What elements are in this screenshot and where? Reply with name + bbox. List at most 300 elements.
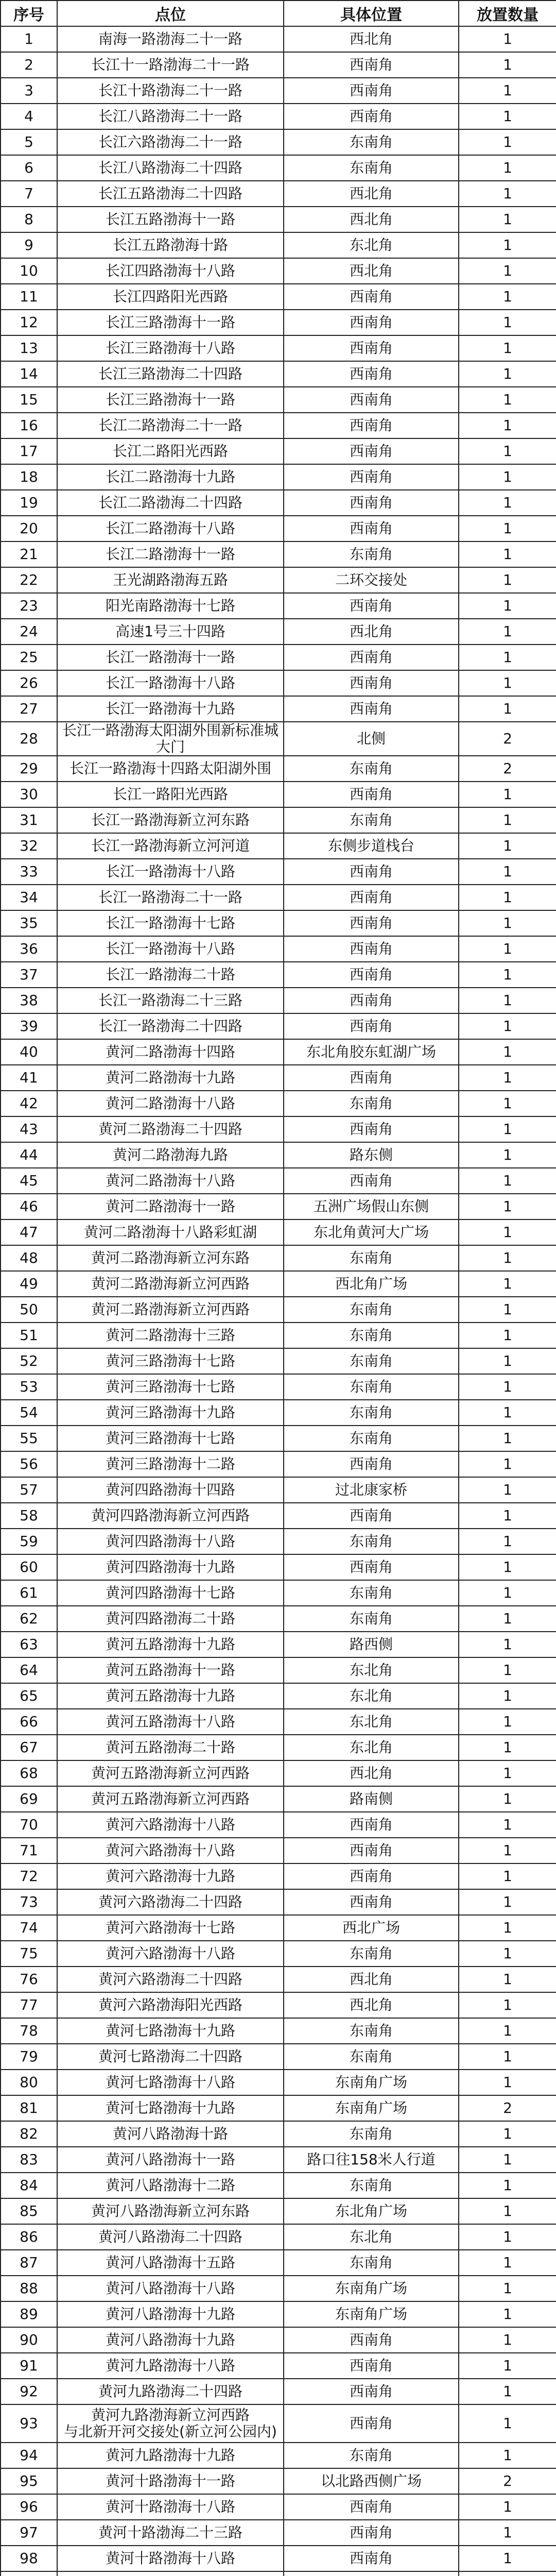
cell-location: 黄河四路渤海十七路 [57, 1580, 284, 1606]
cell-count: 1 [459, 1219, 556, 1245]
cell-count: 1 [459, 807, 556, 833]
table-row [1, 988, 556, 1013]
cell-count: 1 [459, 645, 556, 670]
cell-location: 黄河八路渤海十五路 [57, 2250, 284, 2276]
cell-location: 长江二路渤海十一路 [57, 541, 284, 567]
cell-location: 长江一路阳光西路 [57, 782, 284, 807]
table-row [1, 1451, 556, 1477]
table-row [1, 310, 556, 335]
cell-count: 1 [459, 1760, 556, 1786]
table-body [1, 26, 556, 2576]
table-row [1, 155, 556, 181]
cell-no: 70 [1, 1812, 57, 1838]
table-row [1, 1838, 556, 1863]
cell-location: 长江二路阳光西路 [57, 438, 284, 464]
cell-no: 55 [1, 1426, 57, 1451]
cell-count: 1 [459, 335, 556, 361]
cell-position: 东南角广场 [284, 2095, 459, 2121]
cell-no: 59 [1, 1529, 57, 1554]
table-row [1, 2494, 556, 2520]
cell-position: 西南角 [284, 1451, 459, 1477]
cell-count: 1 [459, 490, 556, 516]
cell-position: 东南角 [284, 2044, 459, 2070]
cell-no: 85 [1, 2198, 57, 2224]
cell-no [1, 2571, 57, 2576]
cell-no: 27 [1, 696, 57, 722]
cell-position: 西南角 [284, 1554, 459, 1580]
cell-no: 14 [1, 361, 57, 387]
cell-location: 长江十路渤海二十一路 [57, 78, 284, 104]
cell-count: 1 [459, 2404, 556, 2443]
cell-location: 黄河五路渤海新立河西路 [57, 1786, 284, 1812]
table-row [1, 1554, 556, 1580]
cell-position: 西南角 [284, 2546, 459, 2571]
cell-location: 长江五路渤海十路 [57, 232, 284, 258]
table-row [1, 833, 556, 859]
cell-position: 西北角 [284, 1992, 459, 2018]
cell-count: 1 [459, 1065, 556, 1091]
cell-count: 1 [459, 284, 556, 310]
cell-no: 31 [1, 807, 57, 833]
cell-no: 89 [1, 2301, 57, 2327]
table-row [1, 1606, 556, 1632]
cell-position: 东南角 [284, 1400, 459, 1426]
cell-position: 西南角 [284, 387, 459, 413]
cell-count: 1 [459, 387, 556, 413]
cell-count: 1 [459, 567, 556, 593]
cell-location: 黄河五路渤海十九路 [57, 1683, 284, 1709]
cell-location: 黄河二路渤海十八路 [57, 1168, 284, 1194]
cell-position: 东南角 [284, 1529, 459, 1554]
cell-no: 20 [1, 516, 57, 541]
table-row [1, 52, 556, 78]
cell-location: 黄河四路渤海十四路 [57, 1477, 284, 1503]
cell-count: 1 [459, 1941, 556, 1967]
cell-location: 黄河三路渤海十九路 [57, 1400, 284, 1426]
cell-position: 西南角 [284, 2327, 459, 2353]
cell-no: 26 [1, 670, 57, 696]
cell-no: 95 [1, 2468, 57, 2494]
cell-no: 29 [1, 756, 57, 782]
cell-position: 东南角 [284, 1580, 459, 1606]
cell-no: 76 [1, 1967, 57, 1992]
table-row [1, 78, 556, 104]
table-row [1, 1735, 556, 1760]
cell-count: 1 [459, 833, 556, 859]
cell-position: 西南角 [284, 361, 459, 387]
cell-no: 81 [1, 2095, 57, 2121]
cell-position: 五洲广场假山东侧 [284, 1194, 459, 1219]
cell-count: 1 [459, 696, 556, 722]
table-row [1, 859, 556, 885]
cell-no: 38 [1, 988, 57, 1013]
cell-count: 1 [459, 1709, 556, 1735]
cell-location: 黄河十路渤海十八路 [57, 2546, 284, 2571]
cell-count: 1 [459, 1554, 556, 1580]
cell-position: 西南角 [284, 1116, 459, 1142]
cell-position: 西南角 [284, 52, 459, 78]
cell-no: 53 [1, 1374, 57, 1400]
cell-position: 东南角 [284, 1323, 459, 1348]
cell-count: 1 [459, 619, 556, 645]
cell-no: 46 [1, 1194, 57, 1219]
cell-location: 黄河七路渤海十九路 [57, 2095, 284, 2121]
table-row [1, 962, 556, 988]
table-row [1, 1039, 556, 1065]
cell-position: 西南角 [284, 885, 459, 910]
cell-no: 42 [1, 1091, 57, 1116]
table-row [1, 1142, 556, 1168]
cell-location: 长江一路渤海新立河河道 [57, 833, 284, 859]
cell-count: 1 [459, 1245, 556, 1271]
table-row [1, 129, 556, 155]
cell-no: 33 [1, 859, 57, 885]
cell-position: 西南角 [284, 78, 459, 104]
cell-location: 长江四路阳光西路 [57, 284, 284, 310]
cell-location: 黄河二路渤海十四路 [57, 1039, 284, 1065]
cell-position: 东南角 [284, 1941, 459, 1967]
cell-position: 东侧步道栈台 [284, 833, 459, 859]
cell-count: 1 [459, 438, 556, 464]
cell-location: 黄河二路渤海新立河东路 [57, 1245, 284, 1271]
cell-count: 1 [459, 910, 556, 936]
cell-position: 西南角 [284, 438, 459, 464]
table-row [1, 567, 556, 593]
cell-position: 西南角 [284, 413, 459, 438]
cell-position: 西南角 [284, 1812, 459, 1838]
cell-no: 97 [1, 2520, 57, 2546]
cell-count: 1 [459, 155, 556, 181]
cell-location: 黄河五路渤海十一路 [57, 1657, 284, 1683]
cell-no: 30 [1, 782, 57, 807]
cell-location: 王光湖路渤海五路 [57, 567, 284, 593]
cell-position: 西南角 [284, 310, 459, 335]
cell-count: 1 [459, 2494, 556, 2520]
cell-location: 黄河八路渤海新立河东路 [57, 2198, 284, 2224]
cell-count: 1 [459, 1426, 556, 1451]
cell-position: 东南角 [284, 1426, 459, 1451]
cell-count: 1 [459, 1580, 556, 1606]
cell-count: 1 [459, 1786, 556, 1812]
cell-location: 黄河六路渤海十八路 [57, 1941, 284, 1967]
cell-no: 64 [1, 1657, 57, 1683]
cell-count: 1 [459, 1297, 556, 1323]
cell-no: 88 [1, 2276, 57, 2301]
cell-count: 1 [459, 129, 556, 155]
cell-location: 黄河六路渤海十七路 [57, 1915, 284, 1941]
cell-location: 黄河九路渤海十九路 [57, 2443, 284, 2468]
cell-location: 长江四路渤海十八路 [57, 258, 284, 284]
table-row [1, 2571, 556, 2576]
cell-no: 8 [1, 207, 57, 232]
table-row [1, 1168, 556, 1194]
cell-position: 东南角 [284, 155, 459, 181]
cell-position: 东北角广场 [284, 2198, 459, 2224]
cell-no: 15 [1, 387, 57, 413]
cell-position: 东北角 [284, 2224, 459, 2250]
cell-no: 7 [1, 181, 57, 207]
cell-no: 98 [1, 2546, 57, 2571]
cell-no: 18 [1, 464, 57, 490]
cell-no: 34 [1, 885, 57, 910]
cell-count: 1 [459, 104, 556, 129]
cell-location: 长江八路渤海二十四路 [57, 155, 284, 181]
table-row [1, 2546, 556, 2571]
cell-location: 黄河六路渤海二十四路 [57, 1967, 284, 1992]
cell-location: 黄河六路渤海十八路 [57, 1812, 284, 1838]
cell-count: 1 [459, 1477, 556, 1503]
cell-position: 西北角 [284, 207, 459, 232]
cell-location: 黄河九路渤海二十四路 [57, 2379, 284, 2404]
cell-location: 长江十一路渤海二十一路 [57, 52, 284, 78]
table-row [1, 1941, 556, 1967]
cell-position: 西北角 [284, 181, 459, 207]
cell-position: 路东侧 [284, 1142, 459, 1168]
cell-location: 黄河二路渤海九路 [57, 1142, 284, 1168]
cell-no: 25 [1, 645, 57, 670]
cell-no: 22 [1, 567, 57, 593]
cell-no: 57 [1, 1477, 57, 1503]
cell-no: 3 [1, 78, 57, 104]
table-row [1, 593, 556, 619]
cell-no: 93 [1, 2404, 57, 2443]
table-row [1, 1245, 556, 1271]
cell-location: 黄河二路渤海二十四路 [57, 1116, 284, 1142]
cell-position: 西北角 [284, 1760, 459, 1786]
cell-count: 1 [459, 2173, 556, 2198]
table-row [1, 2044, 556, 2070]
cell-position: 以北路西侧广场 [284, 2468, 459, 2494]
cell-count: 1 [459, 1529, 556, 1554]
header-position: 具体位置 [284, 1, 459, 26]
table-row [1, 2224, 556, 2250]
table-row [1, 1194, 556, 1219]
cell-position: 东南角广场 [284, 2070, 459, 2095]
table-row [1, 1503, 556, 1529]
cell-count: 1 [459, 1503, 556, 1529]
cell-count: 1 [459, 2276, 556, 2301]
cell-position: 西南角 [284, 670, 459, 696]
cell-position: 西南角 [284, 910, 459, 936]
cell-count: 1 [459, 232, 556, 258]
cell-count: 1 [459, 1657, 556, 1683]
cell-count: 1 [459, 2224, 556, 2250]
table-row [1, 438, 556, 464]
cell-count: 1 [459, 670, 556, 696]
table-row [1, 1786, 556, 1812]
cell-count: 1 [459, 2379, 556, 2404]
cell-no: 37 [1, 962, 57, 988]
table-row [1, 2468, 556, 2494]
cell-location: 黄河四路渤海新立河西路 [57, 1503, 284, 1529]
cell-count: 1 [459, 361, 556, 387]
cell-location: 长江二路渤海二十四路 [57, 490, 284, 516]
table-row [1, 1323, 556, 1348]
cell-count: 1 [459, 1348, 556, 1374]
cell-position: 西南角 [284, 2379, 459, 2404]
cell-no: 43 [1, 1116, 57, 1142]
cell-count: 1 [459, 2044, 556, 2070]
cell-no: 47 [1, 1219, 57, 1245]
cell-no: 79 [1, 2044, 57, 2070]
table-row [1, 361, 556, 387]
cell-location: 黄河二路渤海新立河西路 [57, 1271, 284, 1297]
cell-no: 62 [1, 1606, 57, 1632]
cell-count: 1 [459, 310, 556, 335]
cell-location: 黄河八路渤海十路 [57, 2121, 284, 2147]
cell-position: 西南角 [284, 696, 459, 722]
table-row [1, 258, 556, 284]
cell-no: 36 [1, 936, 57, 962]
cell-location: 长江一路渤海新立河东路 [57, 807, 284, 833]
cell-location: 黄河六路渤海阳光西路 [57, 1992, 284, 2018]
cell-position: 西南角 [284, 2404, 459, 2443]
cell-location: 长江一路渤海二十一路 [57, 885, 284, 910]
cell-location: 黄河二路渤海十九路 [57, 1065, 284, 1091]
cell-location: 长江二路渤海十九路 [57, 464, 284, 490]
cell-position: 东北角 [284, 1683, 459, 1709]
cell-location: 黄河七路渤海二十四路 [57, 2044, 284, 2070]
cell-location: 长江一路渤海十八路 [57, 936, 284, 962]
table-row [1, 2250, 556, 2276]
cell-location: 南海一路渤海二十一路 [57, 26, 284, 52]
cell-no: 71 [1, 1838, 57, 1863]
table-row [1, 2520, 556, 2546]
cell-position: 西南角 [284, 464, 459, 490]
cell-position: 西南角 [284, 1168, 459, 1194]
cell-no: 80 [1, 2070, 57, 2095]
table-row [1, 1091, 556, 1116]
table-row [1, 413, 556, 438]
cell-position: 西北角 [284, 619, 459, 645]
cell-location: 黄河五路渤海二十路 [57, 1735, 284, 1760]
table-row [1, 885, 556, 910]
cell-count: 1 [459, 464, 556, 490]
cell-no: 90 [1, 2327, 57, 2353]
cell-no: 32 [1, 833, 57, 859]
cell-location: 长江二路渤海二十一路 [57, 413, 284, 438]
cell-location: 长江一路渤海十一路 [57, 645, 284, 670]
cell-location: 阳光南路渤海十七路 [57, 593, 284, 619]
table-row [1, 807, 556, 833]
cell-count: 1 [459, 2018, 556, 2044]
cell-no: 24 [1, 619, 57, 645]
table-row [1, 619, 556, 645]
cell-count: 1 [459, 1013, 556, 1039]
table-row [1, 1297, 556, 1323]
cell-count: 1 [459, 2327, 556, 2353]
cell-location: 高速1号三十四路 [57, 619, 284, 645]
cell-no: 40 [1, 1039, 57, 1065]
table-row [1, 207, 556, 232]
cell-no: 56 [1, 1451, 57, 1477]
cell-position: 东北角 [284, 1709, 459, 1735]
cell-location: 黄河九路渤海十八路 [57, 2353, 284, 2379]
cell-position [284, 2571, 459, 2576]
cell-location: 长江五路渤海十一路 [57, 207, 284, 232]
cell-no: 75 [1, 1941, 57, 1967]
cell-location: 长江一路渤海太阳湖外围新标准城大门 [57, 722, 284, 756]
cell-location: 黄河四路渤海十八路 [57, 1529, 284, 1554]
cell-no: 1 [1, 26, 57, 52]
cell-no: 17 [1, 438, 57, 464]
cell-no: 13 [1, 335, 57, 361]
cell-count: 1 [459, 52, 556, 78]
cell-location: 黄河三路渤海十七路 [57, 1348, 284, 1374]
cell-position: 西南角 [284, 593, 459, 619]
cell-position: 西南角 [284, 859, 459, 885]
table-row [1, 936, 556, 962]
cell-position: 西南角 [284, 988, 459, 1013]
cell-no: 63 [1, 1632, 57, 1657]
cell-location: 黄河八路渤海十二路 [57, 2173, 284, 2198]
cell-position: 西南角 [284, 1863, 459, 1889]
cell-count: 1 [459, 1194, 556, 1219]
cell-position: 西南角 [284, 2520, 459, 2546]
cell-count: 1 [459, 988, 556, 1013]
cell-count: 1 [459, 1400, 556, 1426]
table-row [1, 284, 556, 310]
cell-location: 黄河六路渤海二十四路 [57, 1889, 284, 1915]
table-row [1, 1219, 556, 1245]
cell-count: 1 [459, 1889, 556, 1915]
table-row [1, 2018, 556, 2044]
cell-location: 长江六路渤海二十一路 [57, 129, 284, 155]
cell-no: 82 [1, 2121, 57, 2147]
cell-position: 东南角广场 [284, 2276, 459, 2301]
table-row [1, 1426, 556, 1451]
cell-position: 东北角胶东虹湖广场 [284, 1039, 459, 1065]
cell-location: 黄河三路渤海十七路 [57, 1426, 284, 1451]
cell-count: 1 [459, 2353, 556, 2379]
cell-count: 1 [459, 413, 556, 438]
cell-no: 68 [1, 1760, 57, 1786]
cell-count: 1 [459, 1271, 556, 1297]
table-row [1, 1013, 556, 1039]
cell-count: 1 [459, 936, 556, 962]
cell-position: 西南角 [284, 782, 459, 807]
cell-no: 10 [1, 258, 57, 284]
cell-no: 39 [1, 1013, 57, 1039]
cell-position: 东南角 [284, 756, 459, 782]
table-row [1, 490, 556, 516]
cell-position: 东北角黄河大广场 [284, 1219, 459, 1245]
cell-location: 长江一路渤海十七路 [57, 910, 284, 936]
cell-count: 1 [459, 258, 556, 284]
cell-location: 黄河六路渤海十八路 [57, 1838, 284, 1863]
cell-location: 黄河八路渤海十八路 [57, 2276, 284, 2301]
cell-position: 东南角 [284, 1091, 459, 1116]
cell-position: 西南角 [284, 516, 459, 541]
cell-no: 74 [1, 1915, 57, 1941]
cell-no: 50 [1, 1297, 57, 1323]
table-row [1, 1683, 556, 1709]
cell-position: 路南侧 [284, 1786, 459, 1812]
cell-count: 1 [459, 782, 556, 807]
table-row [1, 1760, 556, 1786]
table-row [1, 2379, 556, 2404]
cell-position: 西北角 [284, 258, 459, 284]
cell-count: 1 [459, 1838, 556, 1863]
table-row [1, 335, 556, 361]
cell-location: 黄河六路渤海十九路 [57, 1863, 284, 1889]
cell-no: 83 [1, 2147, 57, 2173]
cell-count: 1 [459, 1735, 556, 1760]
cell-location: 长江三路渤海十八路 [57, 335, 284, 361]
cell-no: 91 [1, 2353, 57, 2379]
cell-no: 19 [1, 490, 57, 516]
table-row [1, 1374, 556, 1400]
